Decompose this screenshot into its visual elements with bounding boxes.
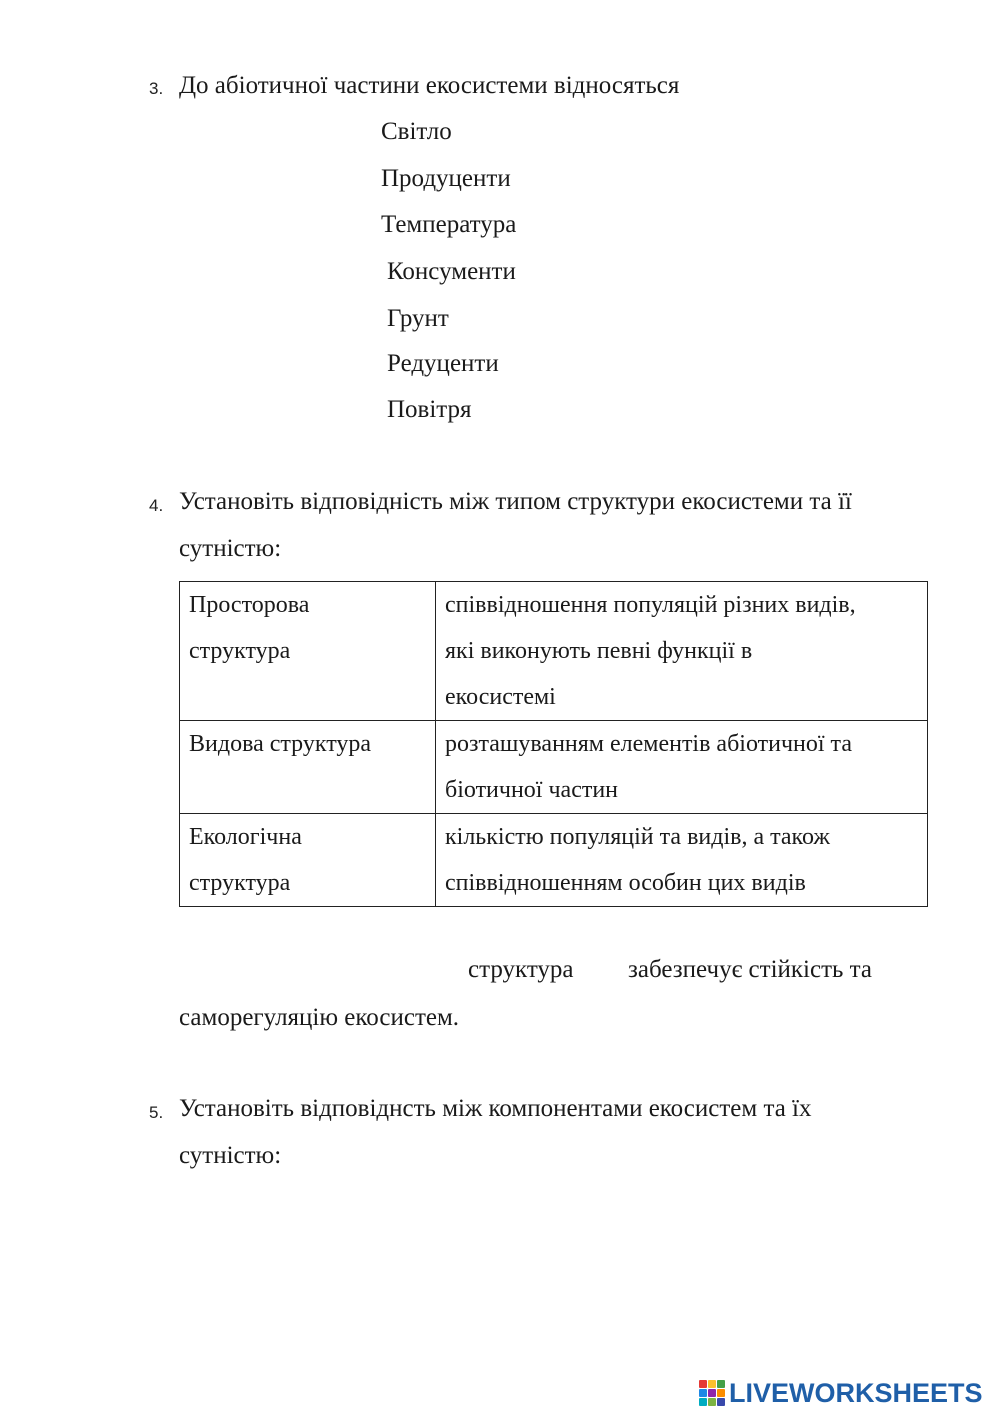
structure-essence-cell[interactable] (436, 721, 928, 814)
logo-block (717, 1389, 725, 1397)
cell-line: співвідношенням особин цих видів (445, 870, 806, 896)
question-4-text-line2: сутністю: (179, 535, 282, 562)
logo-block (699, 1389, 707, 1397)
structure-essence-cell[interactable] (436, 582, 928, 721)
question-5-text-line2: сутністю: (179, 1142, 282, 1169)
structure-type-cell[interactable] (180, 814, 436, 907)
cell-line: кількістю популяцій та видів, а також (445, 824, 830, 850)
table-row (180, 721, 928, 814)
option-temperature[interactable]: Температура (381, 211, 517, 238)
logo-block (708, 1398, 716, 1406)
option-light[interactable]: Світло (381, 118, 452, 145)
cell-line: екосистемі (445, 684, 556, 710)
table-row (180, 582, 928, 721)
cell-line: Видова структура (189, 731, 372, 757)
cell-line: співвідношення популяцій різних видів, (445, 592, 856, 618)
logo-block (699, 1398, 707, 1406)
cell-line: біотичної частин (445, 777, 619, 803)
logo-block (717, 1398, 725, 1406)
blank-sentence-line2: саморегуляцію екосистем. (179, 1004, 460, 1031)
cell-line: структура (189, 638, 291, 664)
question-5-text-line1: Установіть відповіднсть між компонентами екосистем та їх (179, 1095, 812, 1122)
option-producers[interactable]: Продуценти (381, 165, 511, 192)
blank-sentence-part2: забезпечує стійкість та (628, 956, 872, 983)
cell-line: які виконують певні функції в (445, 638, 753, 664)
question-3-number: 3. (149, 79, 164, 98)
logo-block (708, 1389, 716, 1397)
option-soil[interactable]: Грунт (387, 305, 449, 332)
option-consumers[interactable]: Консументи (387, 258, 516, 285)
structure-essence-cell[interactable] (436, 814, 928, 907)
cell-line: розташуванням елементів абіотичної та (445, 731, 852, 757)
answer-blank-input[interactable] (180, 950, 460, 986)
logo-block (708, 1380, 716, 1388)
option-decomposers[interactable]: Редуценти (387, 350, 499, 377)
question-4-text-line1: Установіть відповідність між типом структури екосистеми та її (179, 488, 852, 515)
structure-matching-table (179, 581, 928, 907)
blank-sentence-part1: структура (468, 956, 574, 983)
logo-text: LIVEWORKSHEETS (729, 1377, 983, 1408)
question-3-text: До абіотичної частини екосистеми відносяться (179, 72, 680, 99)
table-row (180, 814, 928, 907)
logo-block (699, 1380, 707, 1388)
cell-line: Просторова (189, 592, 310, 618)
logo-blocks-icon (699, 1380, 725, 1406)
question-4-number: 4. (149, 496, 164, 515)
question-5-number: 5. (149, 1103, 164, 1122)
structure-type-cell[interactable] (180, 721, 436, 814)
structure-type-cell[interactable] (180, 582, 436, 721)
cell-line: структура (189, 870, 291, 896)
liveworksheets-logo (699, 1376, 983, 1410)
logo-block (717, 1380, 725, 1388)
cell-line: Екологічна (189, 824, 302, 850)
option-air[interactable]: Повітря (387, 396, 472, 423)
